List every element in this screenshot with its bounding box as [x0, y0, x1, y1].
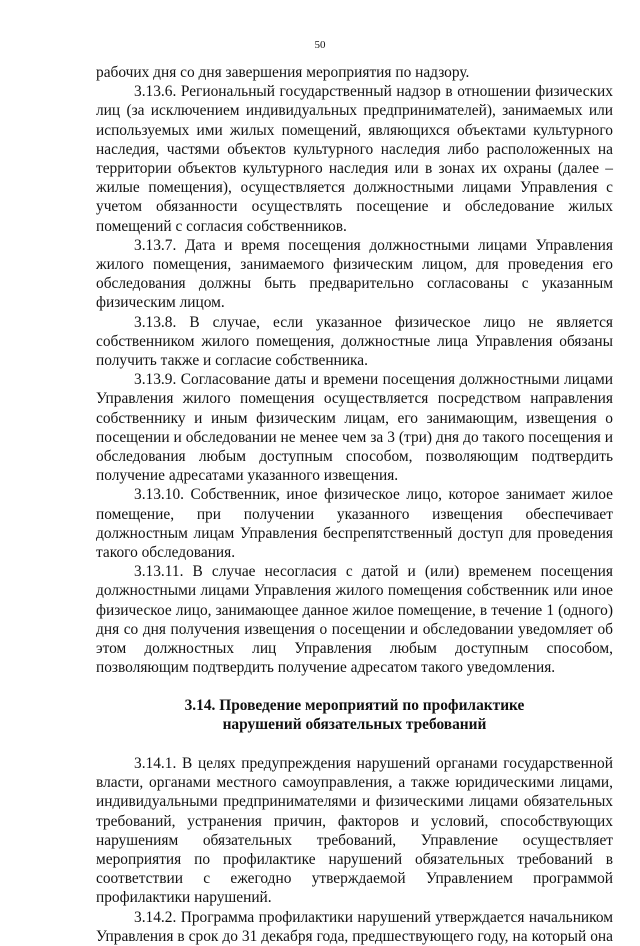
paragraph-3-13-9: 3.13.9. Согласование даты и времени посещения должностными лицами Управления жилого помещения осуществляется посредством направления собственнику и иным физическим лицам, его занимающим, извещения о посещении и обследовании не менее чем за 3 (три) дня до такого посещения и обследования любым доступным способом, позволяющим подтвердить получение адресатами указанного извещения.: [96, 371, 613, 485]
paragraph-3-13-6: 3.13.6. Региональный государственный надзор в отношении физических лиц (за исключением индивидуальных предпринимателей), занимаемых или используемых ими жилых помещений, являющихся объектами культурного наследия, частями объектов культурного наследия либо расположенных на территории объектов культурного наследия или в зонах их охраны (далее – жилые помещения), осуществляется должностными лицами Управления с учетом обязанности осуществлять посещение и обследование жилых помещений с согласия собственников.: [96, 83, 613, 235]
section-heading-line-1: 3.14. Проведение мероприятий по профилактике: [184, 696, 525, 714]
section-heading: [96, 696, 613, 734]
section-heading-line-2: нарушений обязательных требований: [222, 715, 487, 733]
paragraph-3-13-8: 3.13.8. В случае, если указанное физическое лицо не является собственником жилого помещения, должностные лица Управления обязаны получить также и согласие собственника.: [96, 313, 613, 370]
paragraph-3-13-7: 3.13.7. Дата и время посещения должностными лицами Управления жилого помещения, занимаемого физическим лицом, для проведения его обследования должны быть предварительно согласованы с указанным физическим лицом.: [96, 236, 613, 312]
document-body: [96, 63, 613, 946]
paragraph-3-14-2: 3.14.2. Программа профилактики нарушений утверждается начальником Управления в срок до 31 декабря года, предшествующего году, на который она: [96, 908, 613, 945]
paragraph-3-13-10: 3.13.10. Собственник, иное физическое лицо, которое занимает жилое помещение, при получении указанного извещения обеспечивает должностным лицам Управления беспрепятственный доступ для проведения такого обследования.: [96, 486, 613, 562]
paragraph-continuation: рабочих дня со дня завершения мероприятия по надзору.: [96, 64, 470, 81]
paragraph-3-14-1: 3.14.1. В целях предупреждения нарушений органами государственной власти, органами местного самоуправления, а также юридическими лицами, индивидуальными предпринимателями и физическими лицами обязательных требований, устранения причин, факторов и условий, способствующих нарушениям обязательных требований, Управление осуществляет мероприятия по профилактике нарушений обязательных требований в соответствии с ежегодно утверждаемой Управлением программой профилактики нарушений.: [96, 754, 613, 907]
page-number: 50: [314, 39, 326, 51]
paragraph-3-13-11: 3.13.11. В случае несогласия с датой и (или) временем посещения должностными лицами Управления жилого помещения собственник или иное физическое лицо, занимающее данное жилое помещение, в течение 1 (одного) дня со дня получения извещения о посещении и обследовании уведомляет об этом должностных лиц Управления любым доступным способом, позволяющим подтвердить получение адресатом такого уведомления.: [96, 563, 613, 677]
